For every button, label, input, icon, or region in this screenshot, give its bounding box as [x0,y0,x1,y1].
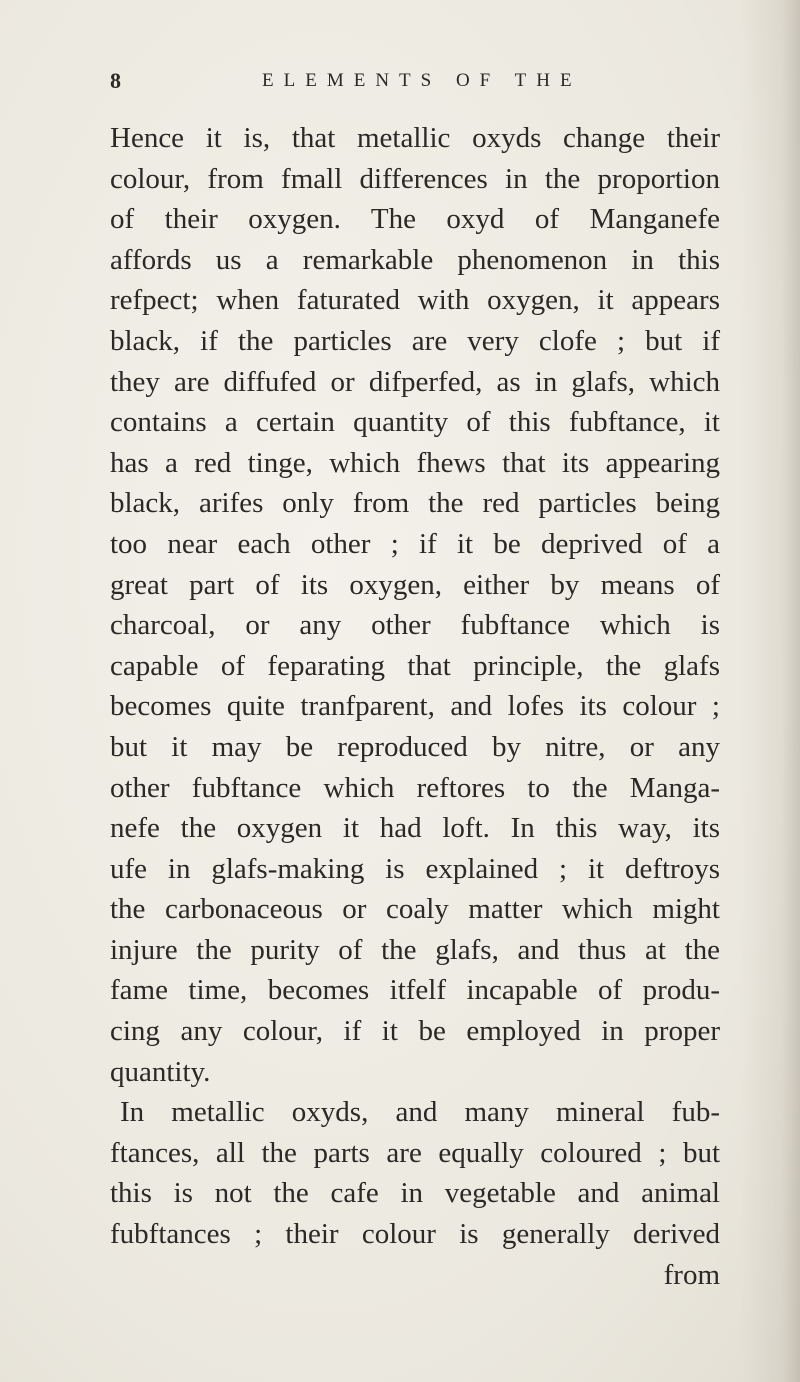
text-line: Hence it is, that metallic oxyds change their [110,122,720,154]
text-line: refpect; when faturated with oxygen, it appears [110,284,720,317]
text-line: nefe the oxygen it had loft. In this way, its [110,812,720,845]
body-text [110,118,720,1295]
text-line: affords us a remarkable phenomenon in this [110,243,720,276]
text-line: black, if the particles are very clofe ; but if [110,324,720,357]
text-line: fame time, becomes itfelf incapable of produ- [110,974,720,1007]
text-line: capable of feparating that principle, the glafs [110,649,720,682]
text-line: cing any colour, if it be employed in proper [110,1015,720,1048]
text-line: ftances, all the parts are equally coloured ; but [110,1136,720,1169]
text-line: other fubftance which reftores to the Manga- [110,771,720,804]
text-line: they are diffufed or difperfed, as in glafs, which [110,365,720,398]
text-line: great part of its oxygen, either by means of [110,568,720,601]
text-line: charcoal, or any other fubftance which is [110,609,720,642]
text-line: injure the purity of the glafs, and thus at the [110,933,720,966]
text-line: of their oxygen. The oxyd of Manganefe [110,203,720,236]
text-line: becomes quite tranfparent, and lofes its colour ; [110,690,720,723]
text-line: the carbonaceous or coaly matter which might [110,893,720,926]
text-line: fubftances ; their colour is generally derived [110,1218,720,1251]
text-line: black, arifes only from the red particles being [110,487,720,520]
page-number: 8 [110,68,121,93]
text-line: but it may be reproduced by nitre, or any [110,730,720,763]
text-line: In metallic oxyds, and many mineral fub- [120,1096,720,1129]
page-edge-shadow [740,0,800,1382]
text-line: has a red tinge, which fhews that its appearing [110,446,720,479]
catchword: from [663,1258,720,1291]
page-header [110,64,720,98]
running-head: ELEMENTS OF THE [262,70,582,91]
text-line: quantity. [110,1055,211,1088]
text-line: colour, from fmall differences in the proportion [110,162,720,195]
text-line: contains a certain quantity of this fubftance, it [110,406,720,439]
text-line: too near each other ; if it be deprived of a [110,527,720,560]
text-line: this is not the cafe in vegetable and animal [110,1177,720,1210]
text-line: ufe in glafs-making is explained ; it deftroys [110,852,720,885]
